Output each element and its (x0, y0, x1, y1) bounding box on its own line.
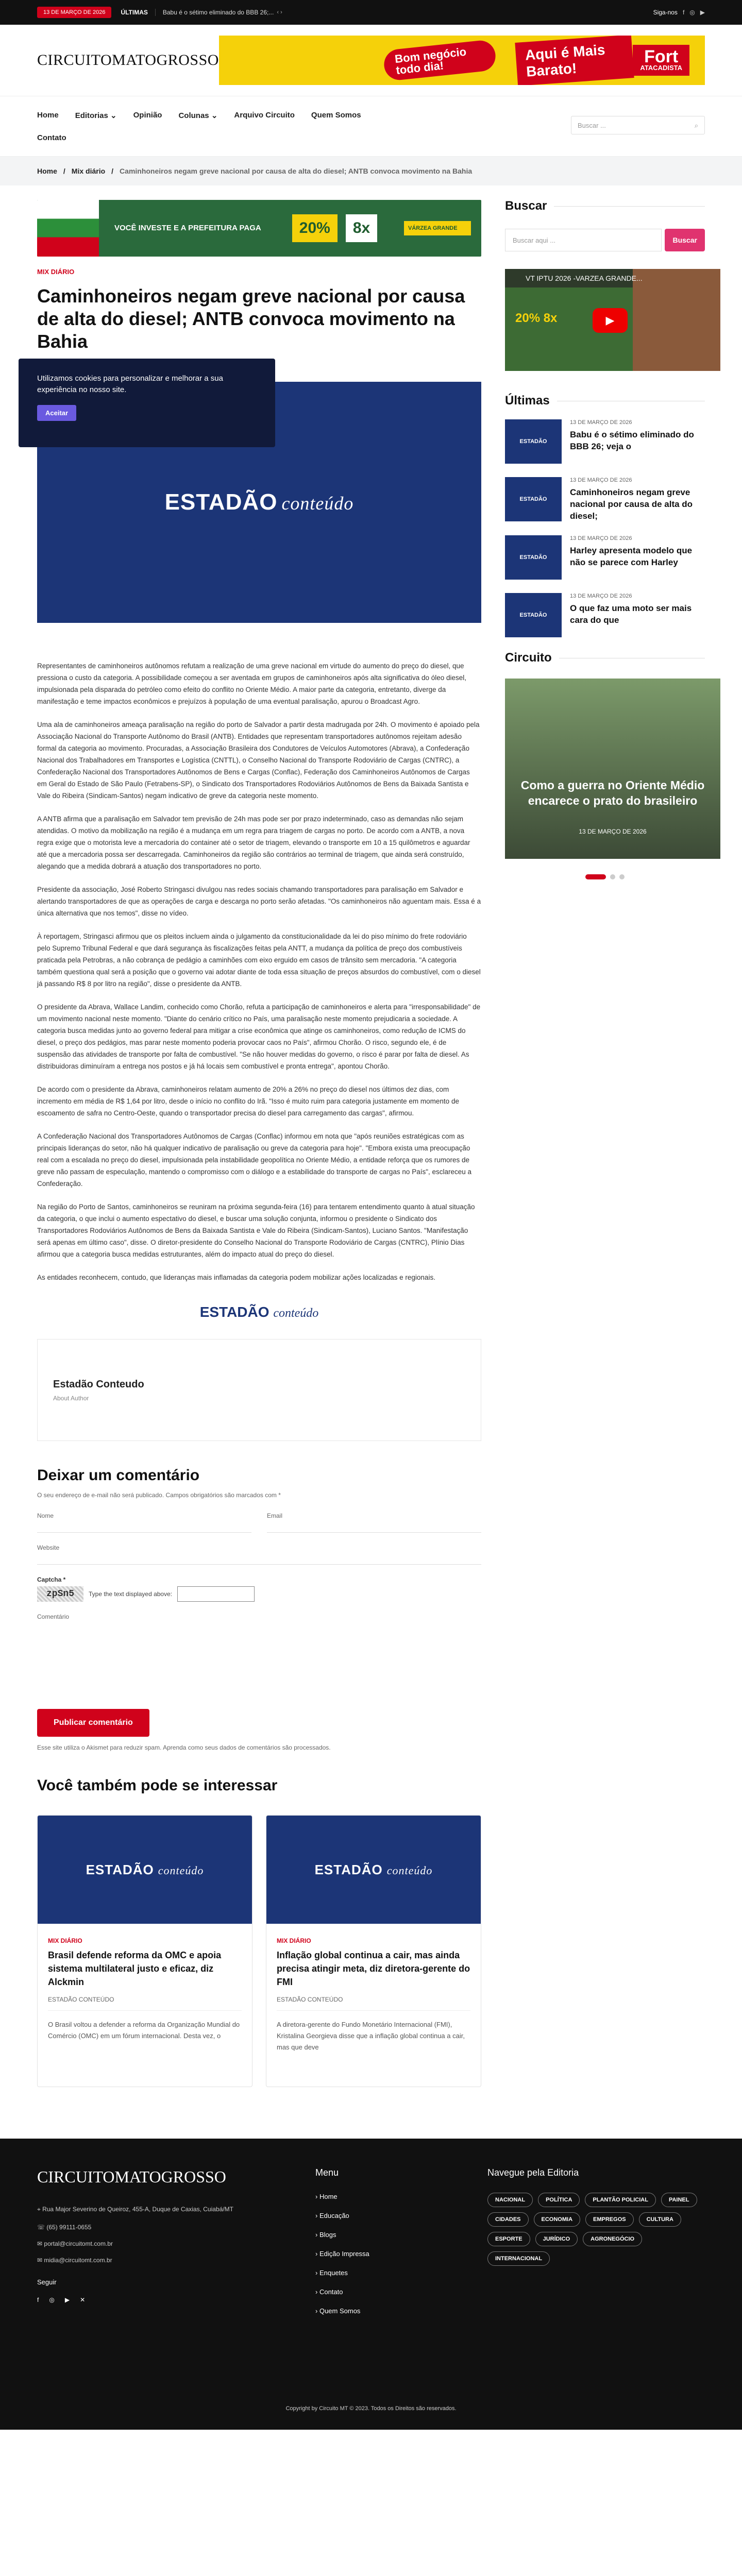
submit-comment-button[interactable]: Publicar comentário (37, 1709, 149, 1737)
tag[interactable]: ESPORTE (487, 2232, 530, 2246)
ad-discount: 20% (292, 214, 338, 242)
article-paragraph: Representantes de caminhoneiros autônomos refutam a realização de uma greve nacional em virtude do aumento do preço do diesel, que pressiona o custo da categoria. A possibilidade começou a ser aventada em grupos de caminhoneiros após alta significativa do óleo diesel, impulsionada pela disparada do petróleo como efeito do conflito no Oriente Médio. A maior parte da categoria, entretanto, diverge da manifestação e teme impactos econômicos e prejuízos à população de uma eventual paralisação, apurou o Broadcast Agro. (37, 662, 467, 705)
related-card[interactable] (266, 1815, 481, 2087)
sidebar-search-button[interactable]: Buscar (665, 229, 705, 251)
slide-caption[interactable]: Como a guerra no Oriente Médio encarece o prato do brasileiro (520, 778, 705, 807)
instagram-icon[interactable]: ◎ (49, 2296, 55, 2303)
latest-title[interactable]: Harley apresenta modelo que não se parece com Harley (570, 546, 693, 567)
card-image: ESTADÃO conteúdo (38, 1816, 252, 1924)
author-about: About Author (53, 1394, 89, 1402)
tag[interactable]: CULTURA (639, 2212, 681, 2227)
card-excerpt: A diretora-gerente do Fundo Monetário Internacional (FMI), Kristalina Georgieva disse que a inflação global continua a cair, mas que deve (277, 2021, 465, 2051)
captcha-field (37, 1576, 481, 1602)
article-body (37, 660, 481, 1283)
ticker-headline[interactable]: Babu é o sétimo eliminado do BBB 26;... (162, 9, 274, 16)
chevron-down-icon: ⌄ (211, 111, 218, 120)
card-author: ESTADÃO CONTEÚDO (48, 1996, 242, 2011)
footer-menu-item[interactable]: › Contato (315, 2288, 343, 2296)
search-icon: ⌕ (694, 122, 698, 129)
card-author: ESTADÃO CONTEÚDO (277, 1996, 470, 2011)
latest-title[interactable]: Caminhoneiros negam greve nacional por causa de alta do diesel; (570, 487, 693, 521)
article-paragraph: À reportagem, Stringasci afirmou que os pleitos incluem ainda o julgamento da constitucionalidade da lei do piso mínimo do frete rodoviário pelo Supremo Tribunal Federal e que dará segurança às fiscalizações feitas pela ANTT, a mudança da política de preço dos combustíveis praticada pela Petrobras, a não cobrança de pedágio a caminhões com eixo erguido em casos de trânsito sem mercadoria. "A categoria também questiona qual será a posição que o governo vai adotar diante de toda essa situação de preços absurdos do combustível, com o diesel já passando R$ 8 por litro na região", disse o presidente da ANTB. (37, 933, 481, 988)
article-paragraph: De acordo com o presidente da Abrava, caminhoneiros relatam aumento de 20% a 26% no preço do diesel nos últimos dez dias, com incremento em média de R$ 1,64 por litro, desde o início no conflito do Irã. "Isso é muito ruim para categoria justamente em momento de escoamento de safra no Centro-Oeste, quando o transportador precisa do diesel para carregamento das cargas", afirmou. (37, 1086, 459, 1117)
article-title: Caminhoneiros negam greve nacional por causa de alta do diesel; ANTB convoca movimento na Bahia (37, 285, 465, 352)
latest-item[interactable] (505, 535, 705, 580)
name-field[interactable]: Nome (37, 1512, 251, 1533)
latest-heading: Últimas (505, 394, 705, 408)
location-icon: ⌖ (37, 2206, 43, 2213)
slide-date: 13 DE MARÇO DE 2026 (579, 828, 647, 835)
chevron-down-icon: ⌄ (110, 111, 117, 120)
latest-title[interactable]: Babu é o sétimo eliminado do BBB 26; veja o (570, 430, 694, 451)
cookie-text: Utilizamos cookies para personalizar e melhorar a sua experiência no nosso site. (37, 374, 223, 394)
related-heading: Você também pode se interessar (37, 1777, 278, 1794)
circuit-heading: Circuito (505, 651, 705, 665)
video-person (633, 269, 720, 371)
breadcrumb-current: Caminhoneiros negam greve nacional por causa de alta do diesel; ANTB convoca movimento na Bahia (120, 167, 473, 175)
tag[interactable]: INTERNACIONAL (487, 2251, 550, 2266)
nav-search-input[interactable]: Buscar ... ⌕ (571, 116, 705, 134)
social-follow (653, 9, 705, 16)
latest-item[interactable] (505, 477, 705, 522)
website-field[interactable]: Website (37, 1544, 481, 1565)
article-paragraph: A Confederação Nacional dos Transportadores Autônomos de Cargas (Conflac) informou em nota que "após reuniões estratégicas com as principais lideranças do setor, não há qualquer indicativo de paralisação ou greve da categoria para hoje". "Embora exista uma preocupação real com a escalada no preço do diesel, impulsionada pela instabilidade geopolítica no Oriente Médio, a entidade reforça que os rumores de greve não passam de especulação, mantendo o compromisso com o diálogo e a estabilidade do transporte de cargas no País", esclareceu a Confederação. (37, 1132, 472, 1188)
nav-opiniao[interactable]: Opinião (133, 111, 162, 120)
cookie-accept-button[interactable]: Aceitar (37, 405, 76, 421)
nav-editorias[interactable]: Editorias ⌄ (75, 111, 117, 120)
latest-date: 13 DE MARÇO DE 2026 (570, 535, 632, 541)
card-image: ESTADÃO conteúdo (266, 1816, 481, 1924)
footer-address: ⌖ Rua Major Severino de Queiroz, 455-A, Duque de Caxias, Cuiabá/MT (37, 2206, 233, 2213)
footer-social (37, 2296, 315, 2303)
footer-tags-heading: Navegue pela Editoria (487, 2167, 579, 2178)
estadao-logo: ESTADÃO conteúdo (164, 489, 354, 515)
ad-installments: 8x (346, 214, 377, 242)
tag[interactable]: EMPREGOS (585, 2212, 634, 2227)
source-logo: ESTADÃO conteúdo (199, 1304, 319, 1320)
related-card[interactable] (37, 1815, 252, 2087)
site-header (0, 25, 742, 96)
captcha-input[interactable] (177, 1586, 255, 1602)
phone-icon: ☏ (37, 2224, 47, 2231)
tag[interactable]: NACIONAL (487, 2193, 533, 2207)
ticker-arrows[interactable]: ‹ › (277, 9, 282, 15)
latest-thumb: ESTADÃO (505, 477, 562, 521)
footer-email[interactable]: ✉ midia@circuitomt.com.br (37, 2257, 112, 2264)
breadcrumb (0, 157, 742, 185)
youtube-icon[interactable]: ▶ (64, 2296, 70, 2303)
facebook-icon[interactable]: f (37, 2296, 39, 2303)
top-advertisement[interactable] (219, 36, 705, 85)
card-category[interactable]: MIX DIÁRIO (277, 1937, 311, 1944)
comment-field[interactable]: Comentário (37, 1613, 70, 1620)
breadcrumb-section[interactable]: Mix diário (71, 167, 106, 175)
follow-label: Siga-nos (653, 9, 678, 16)
footer-menu-item[interactable]: › Quem Somos (315, 2307, 361, 2315)
footer-tags (487, 2193, 705, 2266)
sidebar-search-input[interactable]: Buscar aqui ... (505, 229, 662, 251)
ad-slogan: Aqui é Mais Barato! (515, 36, 634, 85)
author-box (37, 1339, 481, 1441)
footer-menu-item[interactable]: › Blogs (315, 2231, 336, 2239)
captcha-prompt: Type the text displayed above: (89, 1590, 173, 1598)
nav-arquivo[interactable]: Arquivo Circuito (234, 111, 295, 120)
comment-note: O seu endereço de e-mail não será publicado. Campos obrigatórios são marcados com * (37, 1492, 281, 1499)
sidebar-search-heading: Buscar (505, 199, 705, 213)
ad-flag (37, 200, 99, 257)
footer-menu-item[interactable]: › Edição Impressa (315, 2250, 369, 2258)
sidebar (505, 200, 705, 2087)
article-paragraph: Na região do Porto de Santos, caminhoneiros se reuniram na próxima segunda-feira (16) para tentarem entendimento quanto à atual situação da categoria, o que inclui o aumento espectativo do diesel, e buscar uma solução conjunta, informou o presidente o Sindicato dos Transportadores Rodoviários Autônomos de Bens da Baixada Santista e Vale do Ribeira (Sindicam-Santos), Luciano Santos. "Manifestação será apenas em último caso", disse. O diretor-presidente do Conselho Nacional do Transporte Rodoviário de Cargas (CNTRC), Plínio Dias afirmou que a categoria busca medidas estruturantes, além do impacto atual do preço do diesel. (37, 1203, 475, 1258)
nav-quem-somos[interactable]: Quem Somos (311, 111, 361, 120)
captcha-image: zpSn5 (37, 1586, 83, 1602)
comment-heading: Deixar um comentário (37, 1467, 200, 1484)
akismet-note: Esse site utiliza o Akismet para reduzir spam. Aprenda como seus dados de comentários são processados. (37, 1744, 331, 1751)
mail-icon: ✉ (37, 2240, 44, 2247)
mail-icon: ✉ (37, 2257, 44, 2264)
footer-logo[interactable]: CIRCUITOMATOGROSSO (37, 2167, 226, 2186)
ad-brand: Fort ATACADISTA (633, 45, 689, 76)
card-category[interactable]: MIX DIÁRIO (48, 1937, 82, 1944)
footer-email[interactable]: ✉ portal@circuitomt.com.br (37, 2240, 113, 2247)
tag[interactable]: PAINEL (661, 2193, 697, 2207)
cookie-banner (19, 359, 275, 447)
latest-item[interactable] (505, 419, 705, 464)
tag[interactable]: POLÍTICA (538, 2193, 580, 2207)
latest-thumb: ESTADÃO (505, 593, 562, 637)
footer-menu-item[interactable]: › Educação (315, 2212, 349, 2219)
nav-contato[interactable]: Contato (37, 133, 66, 142)
tag[interactable]: PLANTÃO POLICIAL (585, 2193, 656, 2207)
footer-menu-item[interactable]: › Enquetes (315, 2269, 348, 2277)
ad-text: VOCÊ INVESTE E A PREFEITURA PAGA (114, 224, 261, 232)
latest-date: 13 DE MARÇO DE 2026 (570, 477, 632, 483)
nav-colunas[interactable]: Colunas ⌄ (178, 111, 218, 120)
ad-info: VÁRZEA GRANDE (404, 221, 471, 235)
latest-thumb: ESTADÃO (505, 535, 562, 580)
breadcrumb-separator: / (63, 167, 65, 175)
date-badge: 13 DE MARÇO DE 2026 (37, 7, 111, 18)
article-paragraph: As entidades reconhecem, contudo, que lideranças mais inflamadas da categoria podem mobilizar ações localizadas e regionais. (37, 1274, 435, 1281)
iptu-ad-banner[interactable] (37, 200, 481, 257)
card-title[interactable]: Brasil defende reforma da OMC e apoia sistema multilateral justo e eficaz, diz Alckmin (48, 1950, 222, 1987)
twitter-icon[interactable]: ✕ (80, 2296, 86, 2303)
comment-form (37, 1512, 481, 1699)
nav-home[interactable]: Home (37, 111, 59, 120)
article-content (37, 200, 481, 2087)
circuit-slider[interactable] (505, 679, 720, 859)
tag[interactable]: CIDADES (487, 2212, 529, 2227)
latest-title[interactable]: O que faz uma moto ser mais cara do que (570, 603, 692, 625)
site-footer (0, 2139, 742, 2430)
article-paragraph: O presidente da Abrava, Wallace Landim, conhecido como Chorão, refuta a participação de caminhoneiros e alerta para "irresponsabilidade" de um movimento nacional neste momento. "Diante do cenário crítico no País, uma paralisação neste momento prejudicaria a sociedade. A categoria busca medidas junto ao governo federal para mitigar a crise econômica que atinge os caminhoneiros, como redução de ICMS do diesel, o preço dos pedágios, mas parar neste momento poderia provocar caos no País", afirmou Chorão. O risco, segundo ele, é de suspensão das atividades de transporte por falta de combustível. "Se não houver medidas do governo, o risco é parar por falta de diesel. As distribuidoras diminuíram a entrega nos postos e já há locais sem combustível e pronta entrega", apontou Chorão. (37, 1003, 481, 1070)
site-logo[interactable]: CIRCUITOMATOGROSSO (37, 52, 219, 69)
breadcrumb-home[interactable]: Home (37, 167, 57, 175)
tag[interactable]: JURÍDICO (535, 2232, 578, 2246)
breadcrumb-separator: / (111, 167, 114, 175)
email-field[interactable]: Email (267, 1512, 481, 1533)
copyright: Copyright by Circuito MT © 2023. Todos os Direitos são reservados. (285, 2405, 457, 2412)
author-name[interactable]: Estadão Conteudo (53, 1378, 144, 1390)
facebook-icon[interactable]: f (682, 9, 685, 16)
slider-dots[interactable] (505, 874, 705, 879)
article-paragraph: Presidente da associação, José Roberto Stringasci divulgou nas redes sociais chamando transportadores para paralisação em Salvador e alertando transportadores de que as operações de carga e descarga no porto serão afetadas. "Os caminhoneiros não aguentam mais. Essa é a única alternativa que nos temos", disse no vídeo. (37, 886, 481, 917)
article-category[interactable]: MIX DIÁRIO (37, 268, 75, 276)
article-paragraph: Uma ala de caminhoneiros ameaça paralisação na região do porto de Salvador a partir desta madrugada por 24h. O movimento é apoiado pela Associação Nacional do Transporte Autônomo do Brasil (ANTB). Entidades que representam transportadores autônomos rejeitam adesão formal da categoria ao movimento. Procuradas, a Associação Brasileira dos Condutores de Veículos Automotores (Abrava), a Confederação Nacional dos Trabalhadores em Transportes e Logística (CNTTL), o Conselho Nacional do Transporte Rodoviário de Cargas (CNTRC), a Confederação Nacional dos Transportadores Autônomos de Bens e Cargas (Conflac), Federação dos Caminhoneiros Autônomos de Cargas em Geral do Estado de São Paulo (Fetrabens-SP), o Sindicato dos Transportadores Rodoviários Autônomos de Bens da Baixada Santista e Vale do Ribeira (Sindicam-Santos) negam indicativo de greve da categoria neste momento. (37, 721, 480, 800)
latest-label: ÚLTIMAS (121, 9, 155, 16)
latest-item[interactable] (505, 593, 705, 637)
top-bar (0, 0, 742, 25)
tag[interactable]: AGRONEGÓCIO (583, 2232, 642, 2246)
footer-follow-label: Seguir (37, 2278, 57, 2286)
video-title: VT IPTU 2026 -VARZEA GRANDE... (526, 274, 643, 282)
captcha-label: Captcha * (37, 1576, 66, 1583)
footer-menu-heading: Menu (315, 2167, 339, 2178)
article-paragraph: A ANTB afirma que a paralisação em Salvador tem previsão de 24h mas pode ser por prazo indeterminado, caso as demandas não sejam atendidas. O motivo da mobilização na região é a mudança em um regra para triagem de cargas no porto. De acordo com a ANTB, a nova regra exige que o motorista leve a mercadoria do container até o setor de triagem, elevando o transporte em 10 a 15 quilômetros e aguardar até que a mercadoria possa ser descarregada. Caminhoneiros da região são contrários ao terminal de triagem, que ainda será construído, alegando que a medida dobrará a atuação dos transportadores no porto. (37, 815, 470, 870)
video-embed[interactable] (505, 269, 720, 371)
youtube-icon[interactable]: ▶ (700, 9, 705, 16)
ad-bubble: Bom negócio todo dia! (382, 39, 497, 81)
footer-phone: ☏ (65) 99111-0655 (37, 2224, 92, 2231)
latest-date: 13 DE MARÇO DE 2026 (570, 593, 632, 599)
play-icon[interactable]: ▶ (593, 308, 628, 333)
main-nav (0, 96, 742, 157)
latest-thumb: ESTADÃO (505, 419, 562, 464)
tag[interactable]: ECONOMIA (534, 2212, 581, 2227)
instagram-icon[interactable]: ◎ (689, 9, 695, 16)
card-excerpt: O Brasil voltou a defender a reforma da Organização Mundial do Comércio (OMC) em um fórum internacional. Desta vez, o (48, 2021, 240, 2040)
footer-menu-item[interactable]: › Home (315, 2193, 338, 2200)
card-title[interactable]: Inflação global continua a cair, mas ainda precisa atingir meta, diz diretora-gerente do FMI (277, 1950, 470, 1987)
video-thumbnail: 20% 8x (505, 287, 633, 371)
latest-date: 13 DE MARÇO DE 2026 (570, 419, 632, 426)
